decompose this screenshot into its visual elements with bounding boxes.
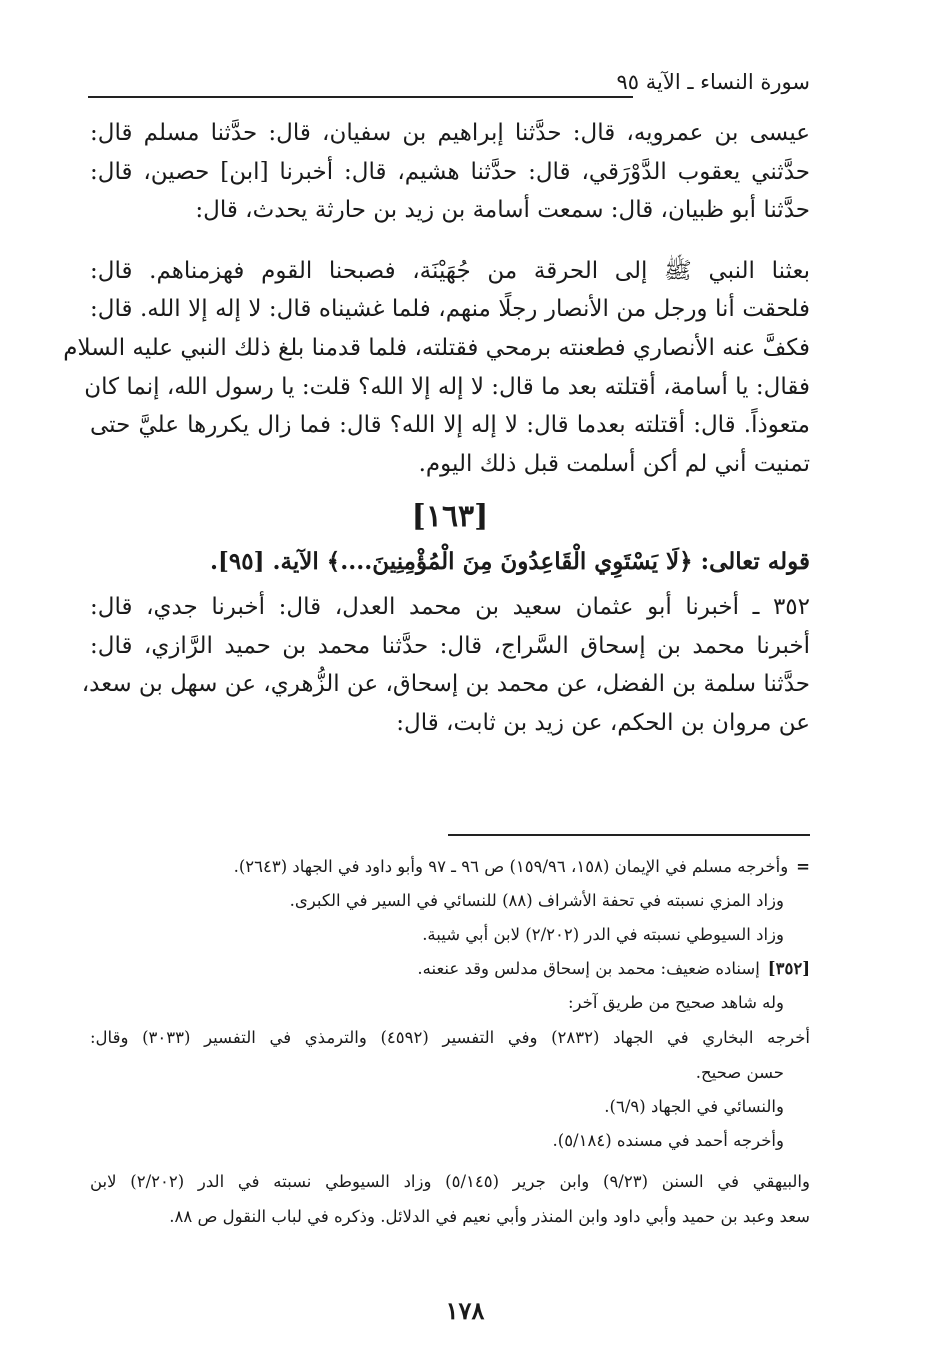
continuation-mark: = xyxy=(796,857,810,876)
footnote-line: =وأخرجه مسلم في الإيمان (١٥٨، ١٥٩/٩٦) ص ٩٦ ـ ٩٧ وأبو داود في الجهاد (٢٦٤٣). xyxy=(233,857,810,876)
paragraph-isnad xyxy=(90,114,810,230)
footnote-line: [٣٥٢]إسناده ضعيف: محمد بن إسحاق مدلس وقد عنعنه. xyxy=(417,959,810,978)
footnote-line: والبيهقي في السنن (٩/٢٣) وابن جرير (٥/١٤٥) وزاد السيوطي نسبته في الدر (٢/٢٠٢) لابن xyxy=(90,1172,810,1191)
main-text xyxy=(63,114,810,742)
text-line: فلحقت أنا ورجل من الأنصار رجلًا منهم، فلما غشيناه قال: لا إله إلا الله. قال: xyxy=(90,296,810,323)
footnote-line: وزاد السيوطي نسبته في الدر (٢/٢٠٢) لابن أبي شيبة. xyxy=(422,925,784,944)
paragraph-hadith-matn xyxy=(63,252,810,484)
text-line: حدَّثنا سلمة بن الفضل، عن محمد بن إسحاق، عن الزُّهري، عن سهل بن سعد، xyxy=(81,671,810,698)
footnote-line: وزاد المزي نسبته في تحفة الأشراف (٨٨) للنسائي في السير في الكبرى. xyxy=(289,891,784,910)
footnote-rule xyxy=(448,834,810,836)
text-line: فقال: يا أسامة، أقتلته بعد ما قال: لا إله إلا الله؟ قلت: يا رسول الله، إنما كان xyxy=(84,373,810,400)
footnote-line: وأخرجه أحمد في مسنده (٥/١٨٤). xyxy=(552,1131,784,1150)
text-line: حدَّثنا أبو ظبيان، قال: سمعت أسامة بن زيد بن حارثة يحدث، قال: xyxy=(195,197,810,224)
page-number: ١٧٨ xyxy=(445,1296,485,1325)
header-rule xyxy=(88,96,633,98)
footnote-line: أخرجه البخاري في الجهاد (٢٨٣٢) وفي التفسير (٤٥٩٢) والترمذي في التفسير (٣٠٣٣) وقال: xyxy=(90,1028,810,1047)
text-line: متعوذاً. قال: أقتلته بعدما قال: لا إله إلا الله؟ قال: فما زال يكررها عليَّ حتى xyxy=(90,412,810,439)
text-line: بعثنا النبي ﷺ إلى الحرقة من جُهَيْنَة، فصبحنا القوم فهزمناهم. قال: xyxy=(90,257,810,284)
footnote-number: [٣٥٢] xyxy=(767,959,810,978)
text-line: ٣٥٢ ـ أخبرنا أبو عثمان سعيد بن محمد العدل، قال: أخبرنا جدي، قال: xyxy=(90,593,810,620)
text-line: عيسى بن عمرويه، قال: حدَّثنا إبراهيم بن سفيان، قال: حدَّثنا مسلم قال: xyxy=(90,120,810,146)
footnote-line: وله شاهد صحيح من طريق آخر: xyxy=(567,993,784,1012)
text-line: عن مروان بن الحكم، عن زيد بن ثابت، قال: xyxy=(396,709,810,736)
footnote-line: حسن صحيح. xyxy=(695,1063,784,1082)
text-line: حدَّثني يعقوب الدَّوْرَقي، قال: حدَّثنا هشيم، قال: أخبرنا [ابن] حصين، قال: xyxy=(90,158,810,185)
footnote-line: والنسائي في الجهاد (٦/٩). xyxy=(604,1097,784,1116)
section-number: [١٦٣] xyxy=(411,499,489,535)
text-line: تمنيت أني لم أكن أسلمت قبل ذلك اليوم. xyxy=(418,450,810,477)
text-line: أخبرنا محمد بن إسحاق السَّراج، قال: حدَّثنا محمد بن حميد الرَّازي، قال: xyxy=(90,632,810,659)
footnote-line: سعد وعبد بن حميد وأبي داود وابن المنذر وأبي نعيم في الدلائل. وذكره في لباب النقول ص ٨٨. xyxy=(169,1207,810,1226)
paragraph-hadith-352 xyxy=(81,588,810,742)
text-line: فكفَّ عنه الأنصاري فطعنته برمحي فقتلته، فلما قدمنا بلغ ذلك النبي عليه السلام xyxy=(63,334,810,361)
footnotes xyxy=(90,850,810,1234)
running-header-title: سورة النساء ـ الآية ٩٥ xyxy=(616,70,810,94)
quran-verse-line: قوله تعالى: ﴿لَا يَسْتَوِي الْقَاعِدُونَ مِنَ الْمُؤْمِنِينَ....﴾ الآية. [٩٥]. xyxy=(210,548,810,576)
